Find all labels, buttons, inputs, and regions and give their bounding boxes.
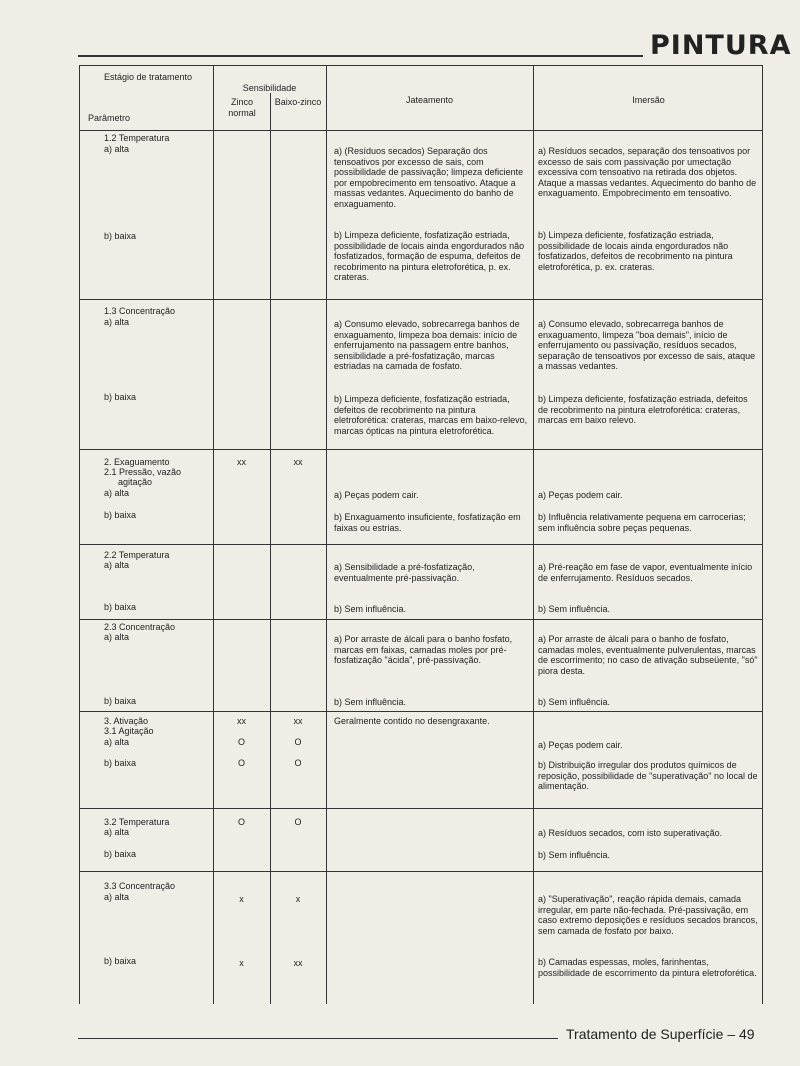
immersion-text: b) Limpeza deficiente, fosfatização estriada, defeitos de recobrimento na pintura eletroforética: crateras, marcas em baixo relevo. [538, 394, 748, 426]
immersion-header: Imersão [632, 95, 665, 105]
sensitivity-header: Sensibilidade [242, 83, 297, 93]
param-line: b) baixa [104, 231, 137, 241]
row-divider [80, 449, 762, 450]
low-zinc-mark: xx [293, 457, 303, 467]
param-line: b) baixa [104, 696, 137, 706]
low-zinc-mark: x [295, 894, 301, 904]
immersion-text: a) Resíduos secados, com isto superativação. [538, 828, 723, 838]
low-zinc-mark: O [294, 737, 302, 747]
row-divider [80, 711, 762, 712]
param-line: a) alta [104, 488, 130, 498]
param-line: b) baixa [104, 510, 137, 520]
param-line: b) baixa [104, 758, 137, 768]
immersion-text: a) Resíduos secados, separação dos tensoativos por excesso de sais com passivação por umectação excessiva com tensoativo na retirada dos objetos. Ataque a massas vedantes. Aquecimento do banho de enxaguamento. Empobrecimento em tensoativo. [538, 146, 757, 199]
immersion-text: b) Sem influência. [538, 604, 611, 614]
immersion-text: b) Sem influência. [538, 850, 611, 860]
blasting-text: b) Limpeza deficiente, fosfatização estriada, defeitos de recobrimento na pintura eletroforética: crateras, marcas em baixo-relevo, marcas ópticas na pintura eletroforética. [334, 394, 528, 436]
param-line: 2.1 Pressão, vazão [104, 467, 182, 477]
immersion-text: a) Peças podem cair. [538, 490, 623, 500]
param-line: a) alta [104, 144, 130, 154]
param-line: a) alta [104, 827, 130, 837]
blasting-text: b) Sem influência. [334, 604, 407, 614]
col-divider [213, 66, 214, 1004]
immersion-text: b) Limpeza deficiente, fosfatização estriada, possibilidade de locais ainda engordurados não fosfatizados, defeitos de recobrimento na pintura eletroforética, p. ex. crateras. [538, 230, 733, 272]
param-line: 3.1 Agitação [104, 726, 154, 736]
immersion-text: b) Influência relativamente pequena em carrocerias; sem influência sobre peças pequenas. [538, 512, 746, 533]
low-zinc-mark: xx [293, 958, 303, 968]
blasting-text: Geralmente contido no desengraxante. [334, 716, 490, 726]
param-line: b) baixa [104, 392, 137, 402]
col-divider [326, 66, 327, 1004]
immersion-text: a) Peças podem cair. [538, 740, 623, 750]
param-line: 2.3 Concentração [104, 622, 176, 632]
low-zinc-mark: O [294, 758, 302, 768]
row-divider [80, 299, 762, 300]
blasting-text: a) Peças podem cair. [334, 490, 419, 500]
zinc-normal-mark: x [239, 894, 244, 904]
stage-header: Estágio de tratamento [104, 72, 193, 82]
low-zinc-mark: xx [293, 716, 303, 726]
zinc-normal-mark: x [239, 958, 244, 968]
immersion-text: a) Pré-reação em fase de vapor, eventualmente início de enferrujamento. Resíduos secados. [538, 562, 753, 583]
header-rule [78, 55, 643, 57]
blasting-text: b) Limpeza deficiente, fosfatização estriada, possibilidade de locais ainda engordurados não fosfatizados, formação de espuma, defeitos de recobrimento na pintura eletroforética, p. ex. crateras. [334, 230, 525, 283]
treatment-table [79, 65, 763, 1004]
blasting-text: a) (Resíduos secados) Separação dos tensoativos por excesso de sais, com possibilidade de passivação; limpeza deficiente por empobrecimento em tensoativo. Ataque a massas vedantes. Aquecimento do banho de enxaguamento. [334, 146, 524, 209]
param-line: a) alta [104, 632, 130, 642]
param-line: a) alta [104, 317, 130, 327]
row-divider [80, 808, 762, 809]
param-line: 3. Ativação [104, 716, 149, 726]
param-line: 1.3 Concentração [104, 306, 176, 316]
zinc-normal-mark: O [237, 817, 245, 827]
param-line: agitação [118, 477, 153, 487]
low-zinc-mark: O [294, 817, 302, 827]
zinc-normal-header: Zinco normal [228, 97, 256, 118]
blasting-text: a) Consumo elevado, sobrecarrega banhos de enxaguamento, limpeza boa demais: início de enferrujamento na passagem entre banhos, sensibilidade a pré-fosfatização, marcas estriadas na camada de fosfato. [334, 319, 520, 372]
param-line: b) baixa [104, 849, 137, 859]
param-line: a) alta [104, 737, 130, 747]
zinc-normal-mark: xx [237, 457, 246, 467]
zinc-normal-mark: O [237, 737, 245, 747]
blasting-text: a) Sensibilidade a pré-fosfatização, eventualmente pré-passivação. [334, 562, 475, 583]
param-line: 2. Exaguamento [104, 457, 170, 467]
immersion-text: a) Por arraste de álcali para o banho de fosfato, camadas moles, eventualmente pulverulentas, marcas de escorrimento; no caso de ativação subseüente, "só" piora desta. [538, 634, 758, 676]
immersion-text: b) Sem influência. [538, 697, 611, 707]
page-footer: Tratamento de Superfície – 49 [566, 1026, 755, 1042]
blasting-text: b) Sem influência. [334, 697, 407, 707]
immersion-text: b) Camadas espessas, moles, farinhentas, possibilidade de escorrimento da pintura eletroforética. [538, 957, 757, 978]
row-divider [80, 544, 762, 545]
zinc-normal-mark: O [237, 758, 245, 768]
col-divider [533, 66, 534, 1004]
param-line: b) baixa [104, 956, 137, 966]
param-line: 1.2 Temperatura [104, 133, 170, 143]
param-line: b) baixa [104, 602, 137, 612]
zinc-normal-mark: xx [237, 716, 246, 726]
row-divider [80, 130, 762, 131]
parameter-header: Parâmetro [88, 113, 131, 123]
immersion-text: a) "Superativação", reação rápida demais, camada irregular, em parte não-fechada. Pré-passivação, em caso extremo deposições e resíduos secados brancos, sem camada de fosfato por baixo. [538, 894, 758, 936]
col-divider [270, 93, 271, 1004]
footer-rule [78, 1038, 558, 1039]
blasting-text: b) Enxaguamento insuficiente, fosfatização em faixas ou estrias. [334, 512, 521, 533]
low-zinc-header: Baixo-zinco [274, 97, 322, 107]
blasting-text: a) Por arraste de álcali para o banho fosfato, marcas em faixas, camadas moles por pré-fosfatização "ácida", pré-passivação. [334, 634, 513, 666]
immersion-text: b) Distribuição irregular dos produtos químicos de reposição, possibilidade de "superativação" no local de alimentação. [538, 760, 758, 792]
section-title: PINTURA [650, 30, 792, 61]
row-divider [80, 619, 762, 620]
param-line: 2.2 Temperatura [104, 550, 170, 560]
param-line: 3.2 Temperatura [104, 817, 170, 827]
row-divider [80, 871, 762, 872]
param-line: a) alta [104, 892, 130, 902]
immersion-text: a) Consumo elevado, sobrecarrega banhos de enxaguamento, limpeza "boa demais", início de enferrujamento ou passivação, resíduos secados, separação de tensoativos por excesso de sais, ataque a massas vedantes. [538, 319, 756, 372]
param-line: a) alta [104, 560, 130, 570]
param-line: 3.3 Concentração [104, 881, 176, 891]
blasting-header: Jateamento [405, 95, 454, 105]
